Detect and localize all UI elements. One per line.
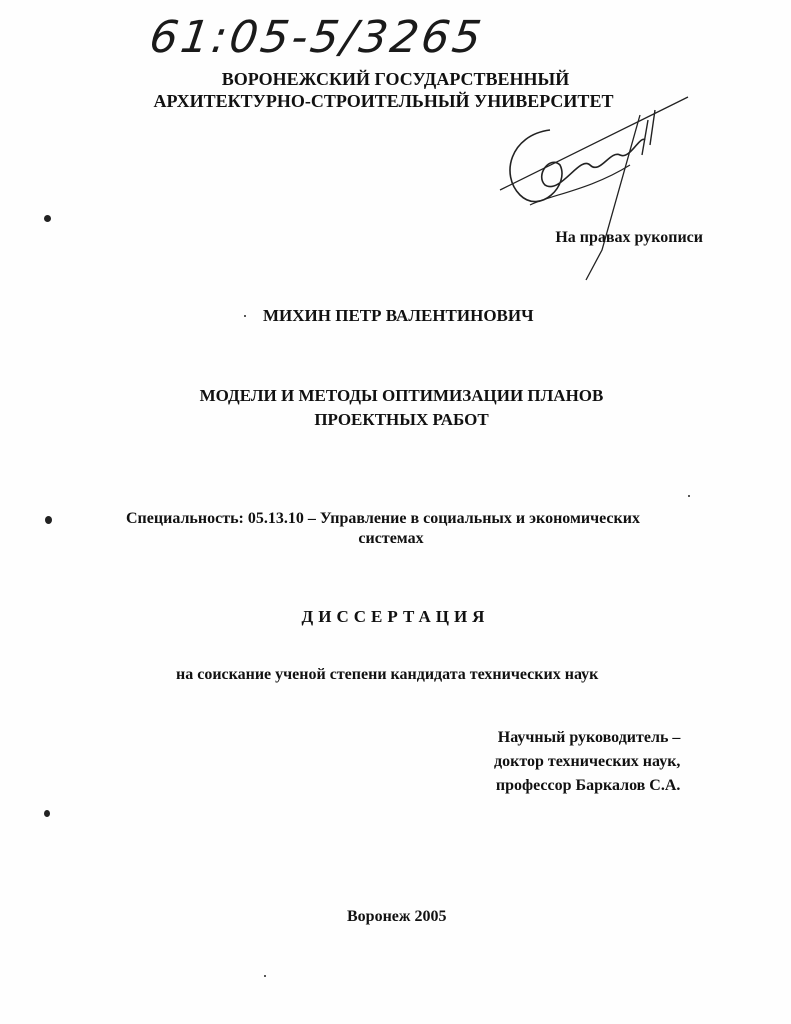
supervisor-line2: доктор технических наук, [494,753,681,770]
supervisor-line3: профессор Баркалов С.А. [495,777,681,794]
speck-mark [688,495,690,497]
speck-mark [264,975,266,977]
specialty-line1: Специальность: 05.13.10 – Управление в социальных и экономических [126,510,640,527]
dissertation-title-line2: ПРОЕКТНЫХ РАБОТ [314,410,489,429]
punch-hole-mark [45,516,52,524]
specialty [126,509,696,549]
university-name-line1: ВОРОНЕЖСКИЙ ГОСУДАРСТВЕННЫЙ [221,69,570,89]
speck-mark [244,315,246,317]
signature [490,95,700,295]
rights-note: На правах рукописи [555,229,703,246]
document-type: ДИССЕРТАЦИЯ [301,607,490,626]
punch-hole-mark [44,810,50,817]
university-name-line2: АРХИТЕКТУРНО-СТРОИТЕЛЬНЫЙ УНИВЕРСИТЕТ [153,91,614,111]
specialty-line2: системах [358,530,424,547]
punch-hole-mark [44,215,51,222]
city-year: Воронеж 2005 [347,908,447,925]
degree-statement: на соискание ученой степени кандидата технических наук [176,666,599,683]
dissertation-title-line1: МОДЕЛИ И МЕТОДЫ ОПТИМИЗАЦИИ ПЛАНОВ [199,386,604,405]
supervisor-block [494,726,680,798]
supervisor-line1: Научный руководитель – [497,729,681,746]
archive-number-handwritten: 61:05-5/3265 [146,12,488,63]
author-name: МИХИН ПЕТР ВАЛЕНТИНОВИЧ [263,306,534,325]
